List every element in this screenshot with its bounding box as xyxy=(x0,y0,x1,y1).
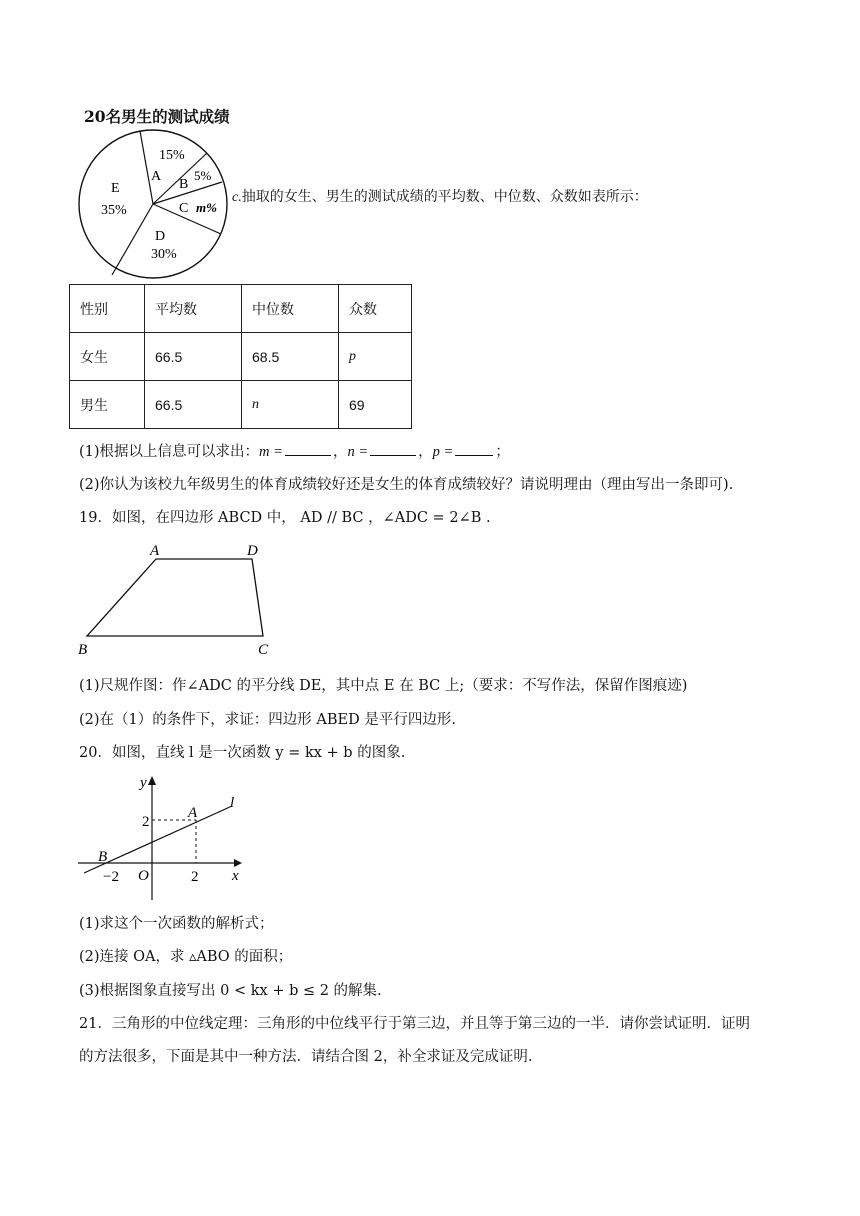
q19-stem: 19．如图，在四边形 ABCD 中， AD // BC ，∠ADC = 2∠B . xyxy=(79,510,491,526)
separator: ， xyxy=(332,444,348,460)
table-header-cell: 性别 xyxy=(70,285,145,333)
vertex-d: D xyxy=(247,543,258,559)
blank-p-label: p = xyxy=(432,444,454,460)
y-axis-arrow xyxy=(148,776,156,785)
pie-chart-title: 20名男生的测试成绩 xyxy=(84,107,230,126)
slice-d-letter: D xyxy=(155,229,166,244)
separator: ； xyxy=(495,444,510,460)
x-axis-arrow xyxy=(234,859,242,867)
slice-d-value: 30% xyxy=(151,247,177,262)
blank-n[interactable] xyxy=(370,441,416,456)
y-axis-label: y xyxy=(140,775,147,791)
origin-label: O xyxy=(138,868,149,884)
table-header-cell: 众数 xyxy=(339,285,412,333)
line-l-label: l xyxy=(230,795,235,811)
table-cell: 69 xyxy=(339,381,412,429)
slice-c-letter: C xyxy=(179,201,189,216)
separator: ， xyxy=(418,444,433,460)
quadrilateral-abcd xyxy=(87,559,263,636)
x-tick-2: 2 xyxy=(191,869,199,885)
vertex-a: A xyxy=(150,543,160,559)
part-c-label: c. xyxy=(232,190,242,205)
table-cell: 68.5 xyxy=(242,333,339,381)
q19-part1: (1)尺规作图：作∠ADC 的平分线 DE，其中点 E 在 BC 上;（要求：不写作法，保留作图痕迹) xyxy=(79,678,688,694)
slice-c-value: m% xyxy=(196,200,217,215)
table-row xyxy=(70,333,412,381)
pie-divider-a xyxy=(140,131,153,204)
point-b-label: B xyxy=(98,849,108,865)
table-cell: 66.5 xyxy=(145,333,242,381)
slice-b-value: 5% xyxy=(194,168,212,183)
part-c-text xyxy=(232,186,648,206)
table-header-cell: 中位数 xyxy=(242,285,339,333)
slice-b-letter: B xyxy=(179,177,189,192)
quadrilateral-figure xyxy=(74,540,284,662)
table-row xyxy=(70,381,412,429)
vertex-b: B xyxy=(78,642,88,658)
q18-part2: (2)你认为该校九年级男生的体育成绩较好还是女生的体育成绩较好？请说明理由（理由写出一条即可). xyxy=(79,477,734,493)
stats-table xyxy=(69,284,412,429)
table-cell: 女生 xyxy=(70,333,145,381)
table-header-row xyxy=(70,285,412,333)
x-tick-neg2: −2 xyxy=(103,869,119,885)
slice-e-value: 35% xyxy=(101,203,127,218)
q21-line2: 的方法很多，下面是其中一种方法．请结合图 2，补全求证及完成证明. xyxy=(79,1049,533,1065)
slice-a-letter: A xyxy=(151,169,162,184)
slice-e-letter: E xyxy=(111,181,120,196)
blank-p[interactable] xyxy=(455,441,493,456)
blank-n-label: n = xyxy=(347,444,369,460)
q18-part1 xyxy=(79,441,510,462)
table-cell: 男生 xyxy=(70,381,145,429)
q20-part1: (1)求这个一次函数的解析式； xyxy=(79,916,274,932)
y-tick-2: 2 xyxy=(142,814,150,830)
table-cell: n xyxy=(242,381,339,429)
pie-chart xyxy=(76,128,236,280)
blank-m-label: m = xyxy=(259,444,283,460)
table-cell: p xyxy=(339,333,412,381)
table-header-cell: 平均数 xyxy=(145,285,242,333)
q20-part2: (2)连接 OA，求 ▵ABO 的面积； xyxy=(79,949,293,965)
linear-function-graph xyxy=(74,770,254,902)
slice-a-value: 15% xyxy=(159,148,185,163)
q20-part3: (3)根据图象直接写出 0 < kx + b ≤ 2 的解集. xyxy=(79,983,382,999)
table-cell: 66.5 xyxy=(145,381,242,429)
x-axis-label: x xyxy=(232,868,239,884)
q19-part2: (2)在（1）的条件下，求证：四边形 ABED 是平行四边形. xyxy=(79,712,456,728)
vertex-c: C xyxy=(258,642,269,658)
q20-stem: 20．如图，直线 l 是一次函数 y = kx + b 的图象. xyxy=(79,745,406,761)
q21-line1: 21．三角形的中位线定理：三角形的中位线平行于第三边，并且等于第三边的一半．请你尝试证明．证明 xyxy=(79,1016,750,1032)
part-c-body: 抽取的女生、男生的测试成绩的平均数、中位数、众数如表所示： xyxy=(241,189,648,205)
q18-part1-prefix: (1)根据以上信息可以求出： xyxy=(79,444,260,460)
point-a-label: A xyxy=(188,805,198,821)
blank-m[interactable] xyxy=(285,441,331,456)
